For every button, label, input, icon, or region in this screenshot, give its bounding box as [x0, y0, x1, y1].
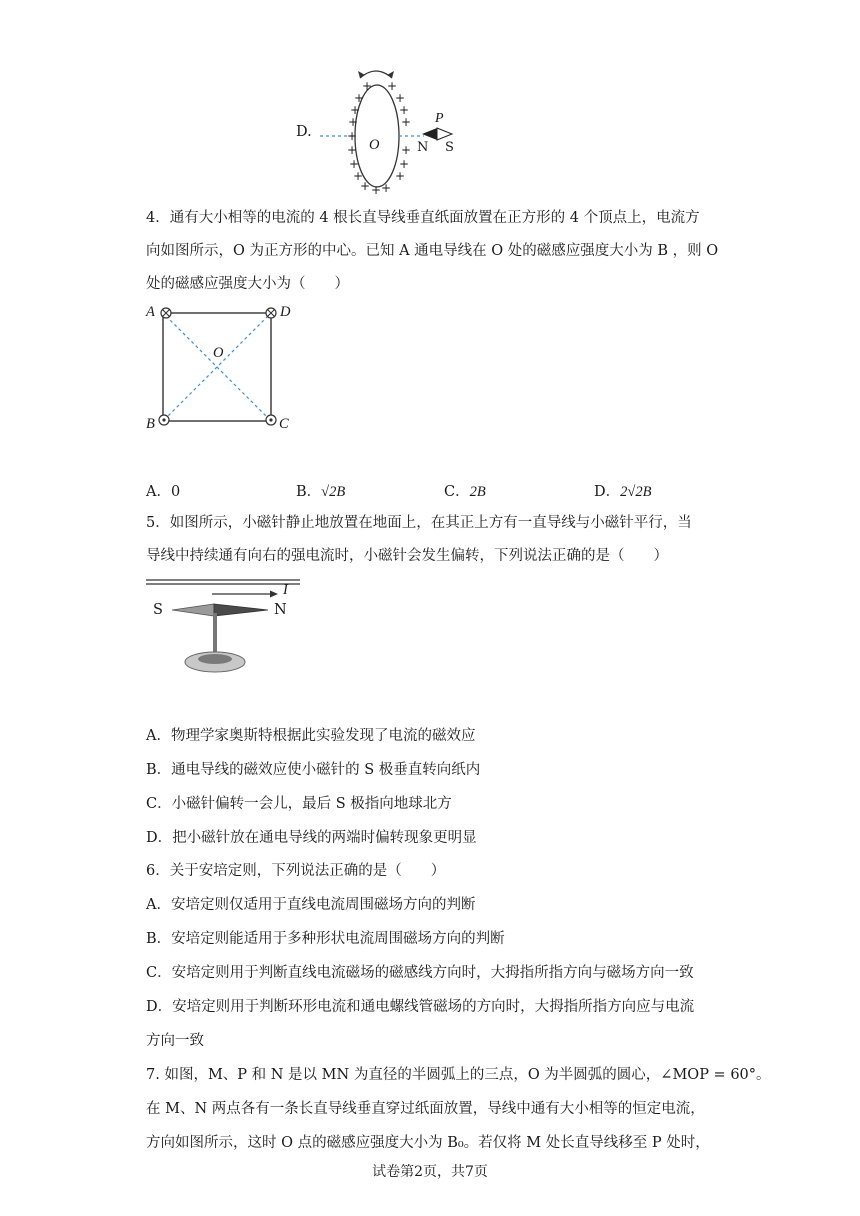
q6-option-b[interactable]: B．安培定则能适用于多种形状电流周围磁场方向的判断 — [146, 931, 505, 947]
q6-option-c[interactable]: C．安培定则用于判断直线电流磁场的磁感线方向时，大拇指所指方向与磁场方向一致 — [146, 965, 694, 981]
q4-option-d[interactable]: D．2√2B — [594, 484, 652, 500]
q5-label-n: N — [274, 602, 287, 618]
q4-stem-line2: 向如图所示，O 为正方形的中心。已知 A 通电导线在 O 处的磁感应强度大小为 B ，则 O — [146, 243, 719, 259]
q7-stem-line1: 7. 如图，M、P 和 N 是以 MN 为直径的半圆弧上的三点，O 为半圆弧的圆心，∠MOP = 60°。 — [146, 1067, 771, 1083]
q6-option-d-cont: 方向一致 — [146, 1033, 204, 1049]
q5-option-a[interactable]: A．物理学家奥斯特根据此实验发现了电流的磁效应 — [146, 728, 476, 744]
q4-option-c[interactable]: C．2B — [444, 484, 486, 500]
q5-option-d[interactable]: D．把小磁针放在通电导线的两端时偏转现象更明显 — [146, 830, 477, 846]
page-footer: 试卷第2页，共7页 — [372, 1164, 488, 1180]
q4-stem-line3: 处的磁感应强度大小为（ ） — [146, 276, 349, 292]
q4-option-b[interactable]: B．√2B — [296, 484, 346, 500]
q5-label-s: S — [153, 602, 163, 618]
q6-option-a[interactable]: A．安培定则仅适用于直线电流周围磁场方向的判断 — [146, 897, 476, 913]
q4-label-a: A — [146, 304, 155, 320]
q4-label-c: C — [279, 416, 289, 432]
q6-stem: 6．关于安培定则，下列说法正确的是（ ） — [146, 863, 446, 879]
q7-stem-line2: 在 M、N 两点各有一条长直导线垂直穿过纸面放置，导线中通有大小相等的恒定电流， — [146, 1101, 705, 1117]
q5-stem-line1: 5．如图所示，小磁针静止地放置在地面上，在其正上方有一直导线与小磁针平行，当 — [146, 515, 692, 531]
q3-label-s: S — [445, 140, 454, 155]
q5-option-c[interactable]: C．小磁针偏转一会儿，最后 S 极指向地球北方 — [146, 796, 452, 812]
q4-stem-line1: 4．通有大小相等的电流的 4 根长直导线垂直纸面放置在正方形的 4 个顶点上，电流方 — [146, 210, 700, 226]
q3-label-o: O — [369, 137, 380, 153]
q6-option-d[interactable]: D．安培定则用于判断环形电流和通电螺线管磁场的方向时，大拇指所指方向应与电流 — [146, 999, 695, 1015]
q3-label-n: N — [417, 140, 429, 155]
q5-label-i: I — [283, 582, 288, 598]
q4-label-o: O — [213, 345, 224, 361]
q4-label-d: D — [280, 304, 291, 320]
q3-option-d-label: D. — [296, 124, 312, 140]
q7-stem-line3: 方向如图所示，这时 O 点的磁感应强度大小为 B₀。若仅将 M 处长直导线移至 P 处时， — [146, 1135, 710, 1151]
q5-stem-line2: 导线中持续通有向右的强电流时，小磁针会发生偏转，下列说法正确的是（ ） — [146, 548, 668, 564]
q5-option-b[interactable]: B．通电导线的磁效应使小磁针的 S 极垂直转向纸内 — [146, 762, 481, 778]
q4-option-a[interactable]: A．0 — [146, 484, 181, 500]
q3-label-p: P — [435, 111, 444, 126]
q4-label-b: B — [146, 416, 155, 432]
